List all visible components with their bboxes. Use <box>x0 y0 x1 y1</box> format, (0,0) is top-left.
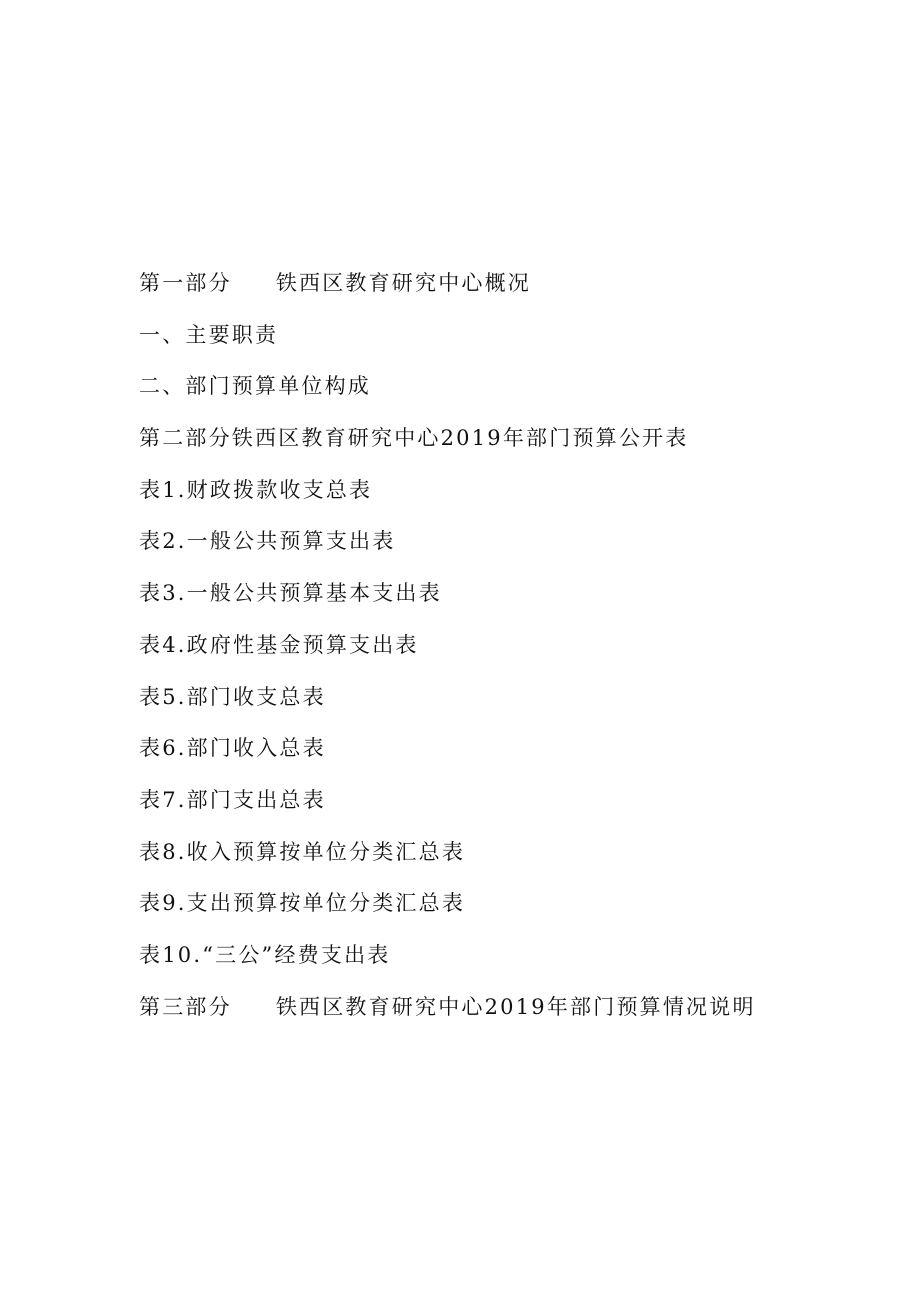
toc-table-1: 表1.财政拨款收支总表 <box>139 477 373 502</box>
toc-table-5: 表5.部门收支总表 <box>139 684 326 709</box>
table-of-contents <box>139 266 859 1041</box>
toc-item-main-duties: 一、主要职责 <box>139 322 279 347</box>
toc-table-4: 表4.政府性基金预算支出表 <box>139 632 419 657</box>
toc-table-6: 表6.部门收入总表 <box>139 736 326 761</box>
toc-table-3: 表3.一般公共预算基本支出表 <box>139 581 442 606</box>
toc-item-budget-units: 二、部门预算单位构成 <box>139 374 371 399</box>
part-three-title: 铁西区教育研究中心2019年部门预算情况说明 <box>275 994 756 1019</box>
toc-table-9: 表9.支出预算按单位分类汇总表 <box>139 891 466 916</box>
toc-table-10: 表10.“三公”经费支出表 <box>139 942 391 967</box>
part-one-label: 第一部分 <box>139 271 232 295</box>
toc-table-8: 表8.收入预算按单位分类汇总表 <box>139 839 466 864</box>
toc-part-two: 第二部分铁西区教育研究中心2019年部门预算公开表 <box>139 426 689 451</box>
toc-part-one <box>139 266 859 318</box>
part-one-title: 铁西区教育研究中心概况 <box>275 271 532 295</box>
part-three-label: 第三部分 <box>139 994 232 1019</box>
toc-table-2: 表2.一般公共预算支出表 <box>139 529 396 554</box>
toc-part-three <box>139 990 859 1042</box>
toc-table-7: 表7.部门支出总表 <box>139 787 326 812</box>
